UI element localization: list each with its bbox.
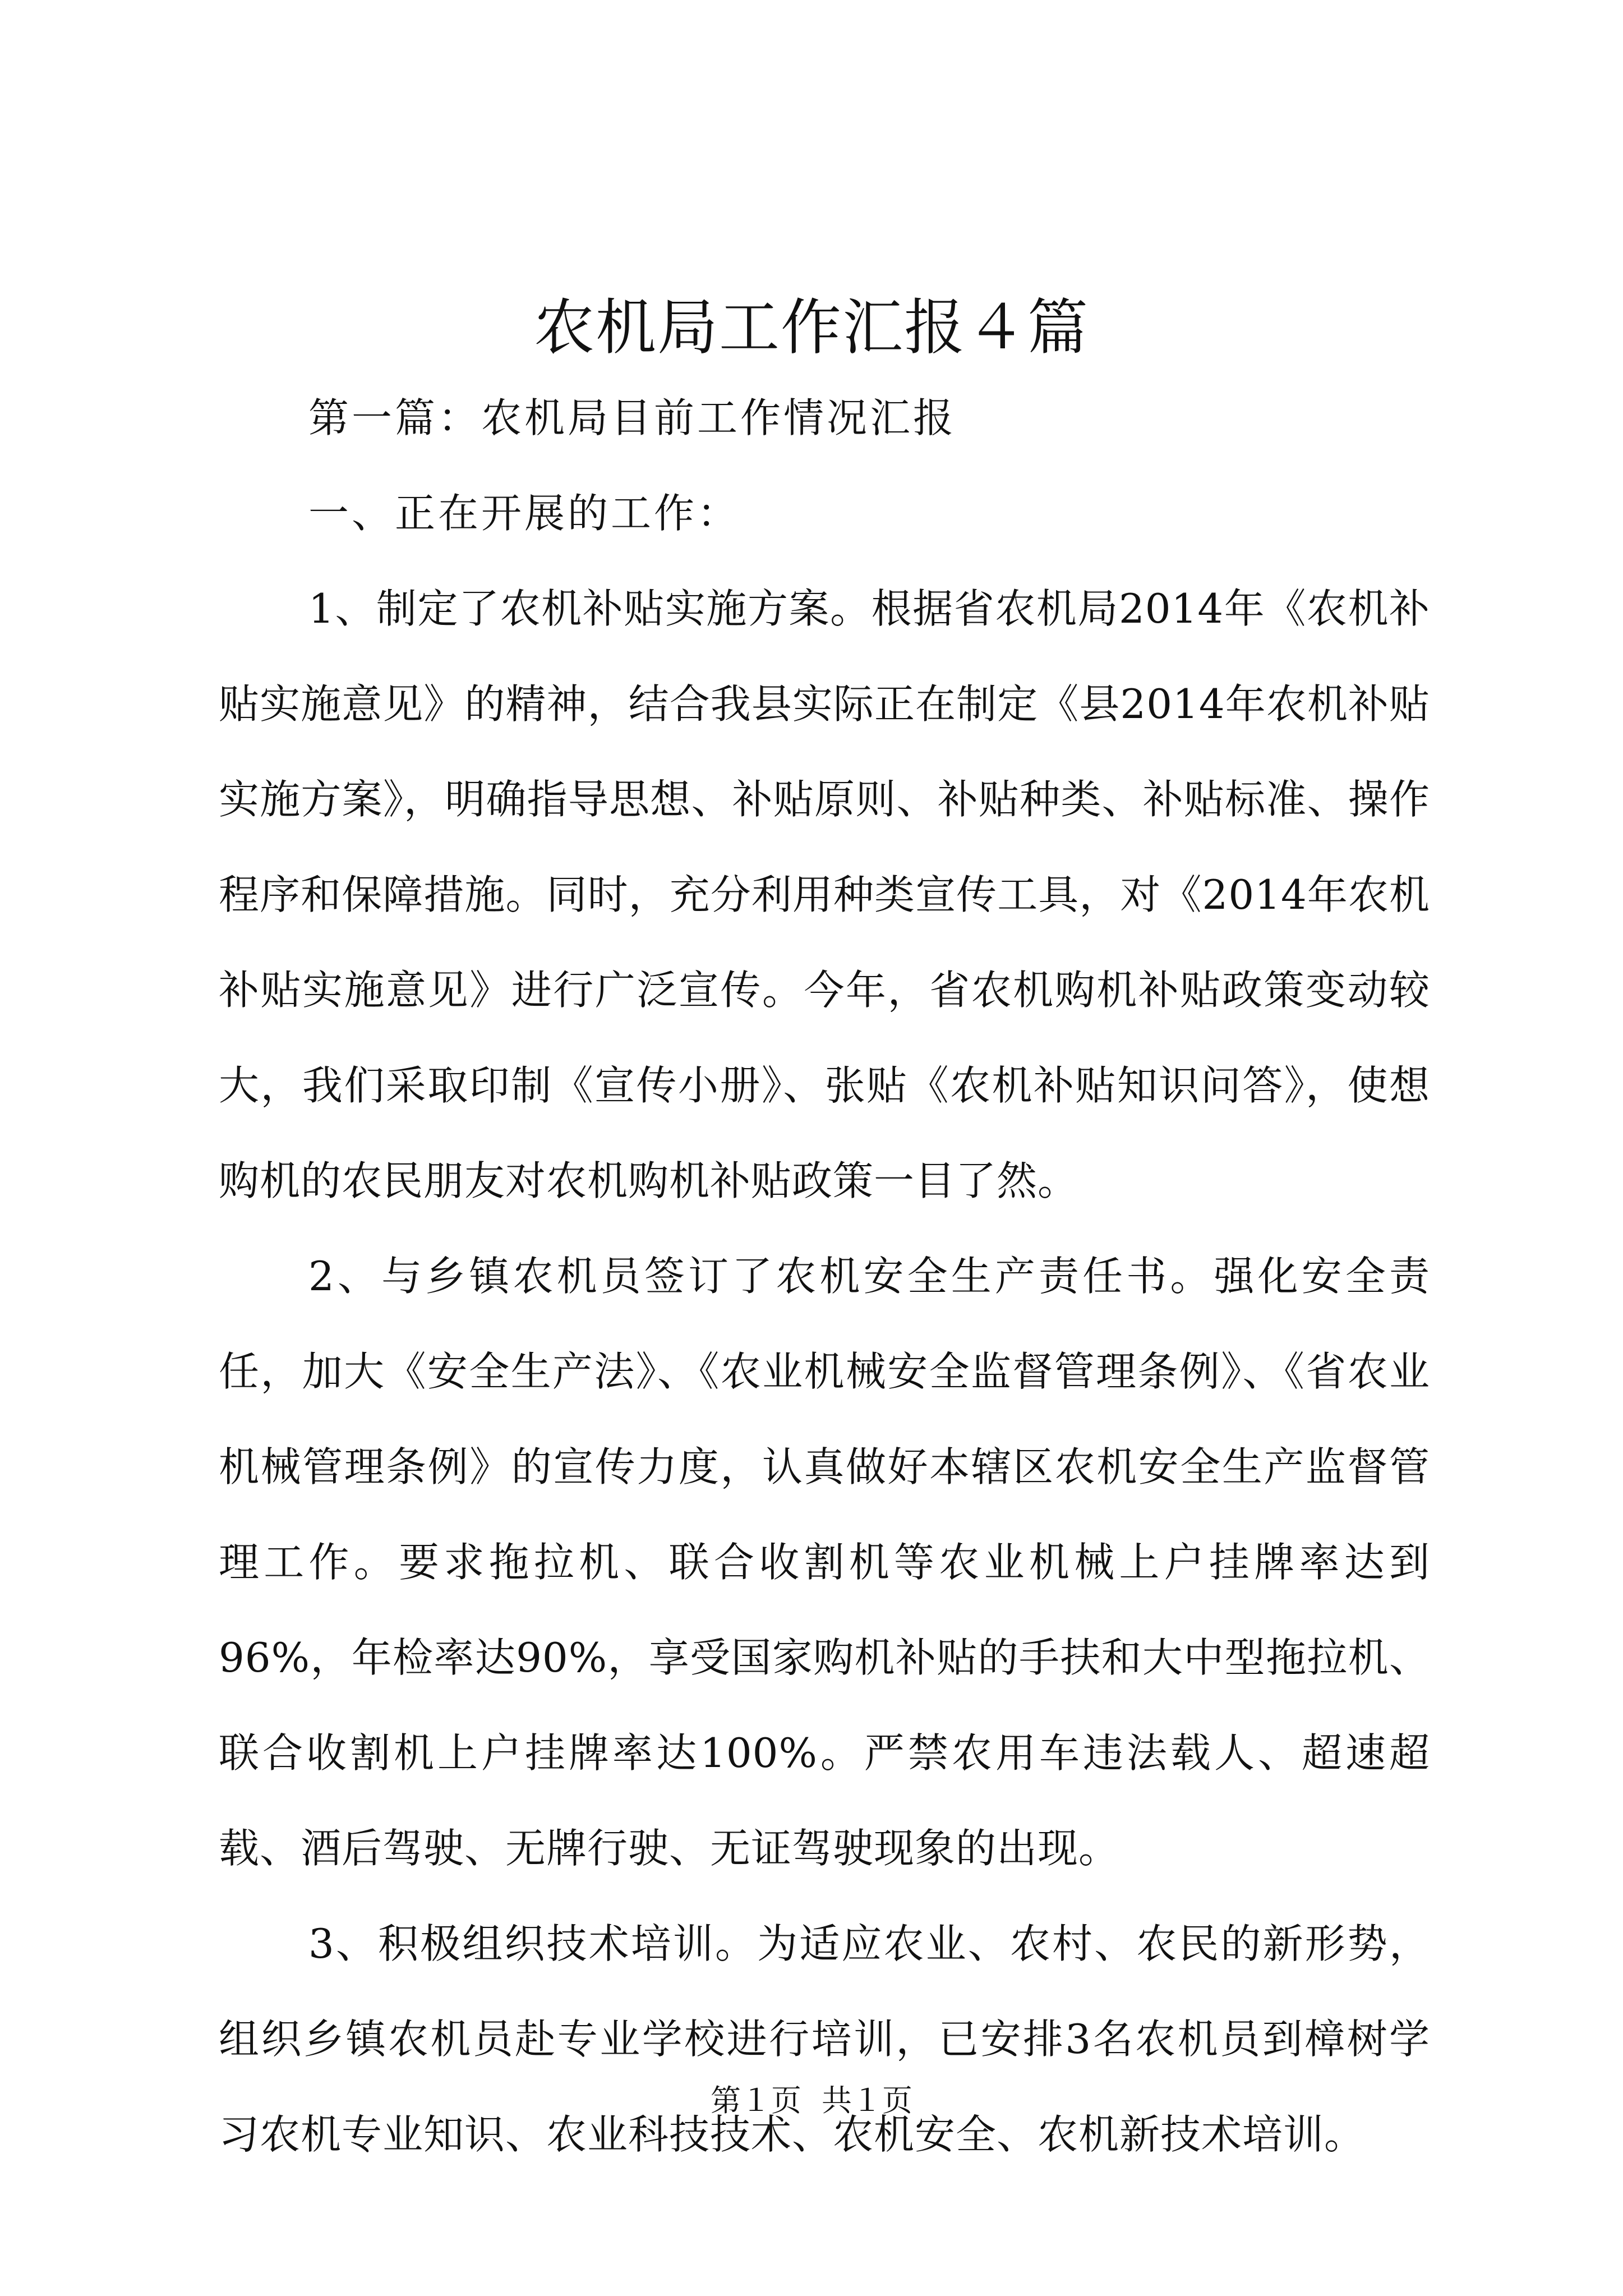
subsection-heading: 一、正在开展的工作： [308, 490, 741, 537]
section-heading: 第一篇：农机局目前工作情况汇报 [308, 394, 957, 441]
paragraph-3: 3、积极组织技术培训。为适应农业、农村、农民的新形势，组织乡镇农机员赴专业学校进行培训，已安排3名农机员到樟树学习农机专业知识、农业科技技术、农机安全、农机新技术培训。 [219, 1920, 1430, 2158]
paragraph-2: 2、与乡镇农机员签订了农机安全生产责任书。强化安全责任，加大《安全生产法》、《农业机械安全监督管理条例》、《省农业机械管理条例》的宣传力度，认真做好本辖区农机安全生产监督管理工作。要求拖拉机、联合收割机等农业机械上户挂牌率达到96%，年检率达90%，享受国家购机补贴的手扶和大中型拖拉机、联合收割机上户挂牌率达100%。严禁农用车违法载人、超速超载、酒后驾驶、无牌行驶、无证驾驶现象的出现。 [219, 1253, 1430, 1872]
paragraph-1: 1、制定了农机补贴实施方案。根据省农机局2014年《农机补贴实施意见》的精神，结合我县实际正在制定《县2014年农机补贴实施方案》，明确指导思想、补贴原则、补贴种类、补贴标准、操作程序和保障措施。同时，充分利用种类宣传工具，对《2014年农机补贴实施意见》进行广泛宣传。今年，省农机购机补贴政策变动较大，我们采取印制《宣传小册》、张贴《农机补贴知识问答》，使想购机的农民朋友对农机购机补贴政策一目了然。 [219, 585, 1430, 1204]
page-count: 共１页 [822, 2083, 912, 2118]
page-number: 第１页 [711, 2083, 801, 2118]
document-title: 农机局工作汇报４篇 [533, 293, 1089, 363]
page-footer [0, 2078, 1623, 2123]
document-body [219, 370, 1430, 2182]
